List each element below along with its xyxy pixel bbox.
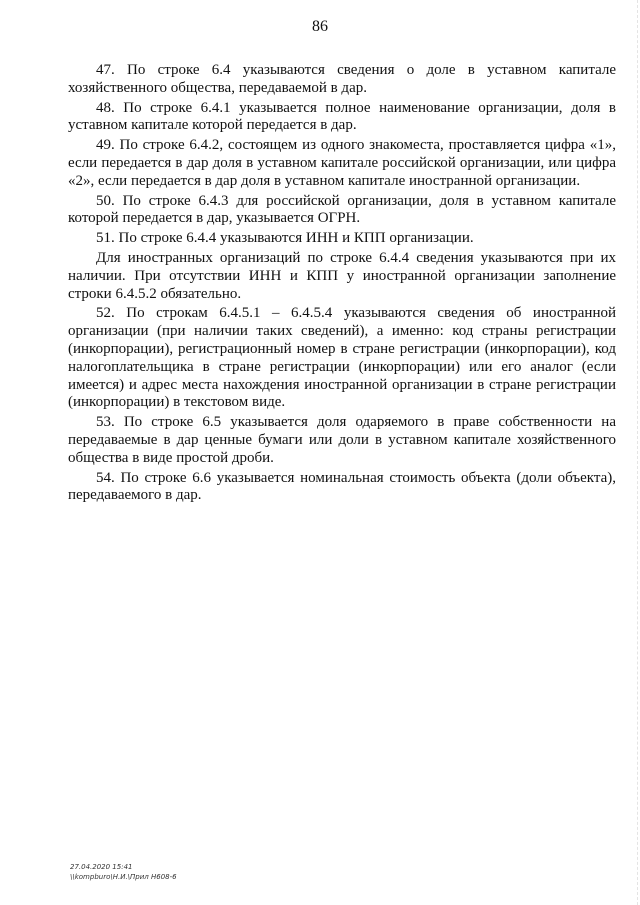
paragraph-50: 50. По строке 6.4.3 для российской организации, доля в уставном капитале которой передается в дар, указывается ОГРН. bbox=[68, 192, 616, 227]
paragraph-53: 53. По строке 6.5 указывается доля одаряемого в праве собственности на передаваемые в дар ценные бумаги или доли в уставном капитале хозяйственного общества в виде простой дроби. bbox=[68, 414, 616, 466]
paragraph-54: 54. По строке 6.6 указывается номинальная стоимость объекта (доли объекта), передаваемого в дар. bbox=[68, 469, 616, 504]
footer-stamp bbox=[70, 862, 177, 882]
paragraph-51-foreign: Для иностранных организаций по строке 6.4.4 сведения указываются при их наличии. При отсутствии ИНН и КПП у иностранной организации заполнение строки 6.4.5.2 обязательно. bbox=[68, 249, 616, 302]
footer-file-path: \\kompburo\Н.И.\Прил Н608-6 bbox=[70, 873, 177, 881]
footer-timestamp: 27.04.2020 15:41 bbox=[70, 863, 133, 871]
paragraph-52: 52. По строкам 6.4.5.1 – 6.4.5.4 указываются сведения об иностранной организации (при наличии таких сведений), а именно: код страны регистрации (инкорпорации), регистрационный номер в стране регистрации (инкорпорации), код налогоплательщика в стране регистрации (инкорпорации) или его аналог (если имеется) и адрес места нахождения иностранной организации в стране регистрации (инкорпорации) в текстовом виде. bbox=[68, 305, 616, 411]
paragraph-47: 47. По строке 6.4 указываются сведения о доле в уставном капитале хозяйственного общества, передаваемой в дар. bbox=[68, 62, 616, 96]
paragraph-49: 49. По строке 6.4.2, состоящем из одного знакоместа, проставляется цифра «1», если передается в дар доля в уставном капитале российской организации, или цифра «2», если передается в дар доля в уставном капитале иностранной организации. bbox=[68, 137, 616, 189]
page-number: 86 bbox=[312, 18, 328, 35]
document-body bbox=[68, 62, 616, 507]
paragraph-48: 48. По строке 6.4.1 указывается полное наименование организации, доля в уставном капитале которой передается в дар. bbox=[68, 99, 616, 134]
paragraph-51: 51. По строке 6.4.4 указываются ИНН и КПП организации. bbox=[96, 230, 474, 247]
scan-edge-marks bbox=[635, 0, 638, 905]
